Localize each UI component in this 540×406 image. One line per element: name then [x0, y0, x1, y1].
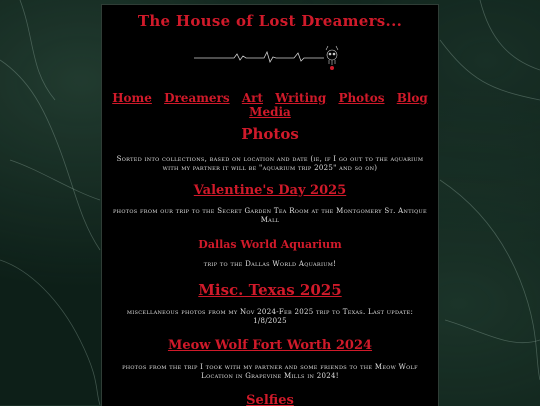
collection-desc-valentines: photos from our trip to the Secret Garden Tea Room at the Montgomery St. Antique Mall	[113, 207, 427, 224]
divider	[102, 44, 438, 74]
heartbeat-skull-divider-icon	[194, 44, 346, 74]
collection-desc-meow-wolf: photos from the trip I took with my partner and some friends to the Meow Wolf Location in Grapevine Mills in 2024!	[122, 363, 418, 380]
collection-link-aquarium[interactable]: Dallas World Aquarium	[198, 238, 342, 251]
collection-link-selfies[interactable]: Selfies	[246, 393, 294, 406]
collection-desc-misc-texas: miscellaneous photos from my Nov 2024-Feb 2025 trip to Texas. Last update: 1/8/2025	[126, 308, 414, 325]
collection-desc-aquarium: trip to the Dallas World Aquarium!	[203, 260, 337, 268]
page-title: Photos	[241, 125, 299, 143]
nav-photos[interactable]: Photos	[338, 91, 385, 105]
content-panel	[101, 4, 439, 406]
nav-media[interactable]: Media	[249, 105, 291, 119]
site-title: The House of Lost Dreamers...	[137, 12, 403, 30]
collection-link-valentines[interactable]: Valentine's Day 2025	[193, 183, 347, 198]
collection-link-misc-texas[interactable]: Misc. Texas 2025	[198, 281, 342, 299]
nav-bar	[102, 91, 438, 119]
nav-writing[interactable]: Writing	[275, 91, 327, 105]
nav-home[interactable]: Home	[112, 91, 152, 105]
collection-link-meow-wolf[interactable]: Meow Wolf Fort Worth 2024	[167, 338, 373, 353]
nav-blog[interactable]: Blog	[396, 91, 428, 105]
nav-art[interactable]: Art	[241, 91, 264, 105]
nav-dreamers[interactable]: Dreamers	[164, 91, 230, 105]
intro-text: Sorted into collections, based on location and date (ie, if I go out to the aquarium with my partner it will be "aquarium trip 2025" and so on)	[116, 155, 424, 172]
